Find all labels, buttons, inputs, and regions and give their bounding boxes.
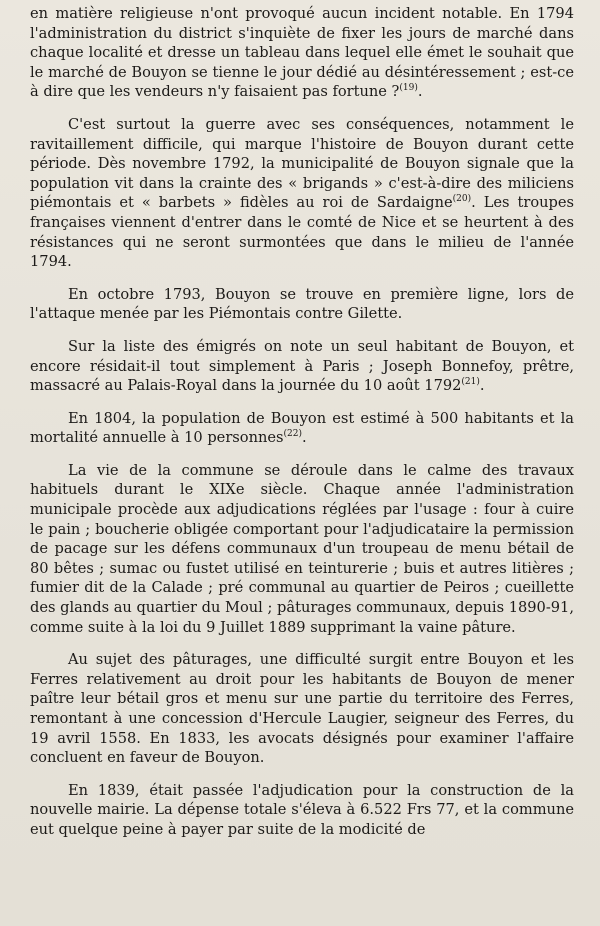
footnote-ref-19: (19)	[399, 83, 418, 94]
footnote-ref-22: (22)	[283, 429, 302, 440]
paragraph-4: Sur la liste des émigrés on note un seul habitant de Bouyon, et encore résidait-il tout simplement à Paris ; Joseph Bonnefoy, prêtre, massacré au Palais-Royal dans la journée du 10 août 1792$^{(21)}$.	[30, 337, 574, 395]
paragraph-5: En 1804, la population de Bouyon est estimé à 500 habitants et la mortalité annuelle à 10 personnes$^{(22)}$.	[30, 409, 574, 447]
paragraph-3: En octobre 1793, Bouyon se trouve en première ligne, lors de l'attaque menée par les Piémontais contre Gilette.	[30, 285, 574, 323]
footnote-ref-21: (21)	[461, 377, 480, 388]
paragraph-1: en matière religieuse n'ont provoqué aucun incident notable. En 1794 l'administration du district s'inquiète de fixer les jours de marché dans chaque localité et dresse un tableau dans lequel elle émet le souhait que le marché de Bouyon se tienne le jour dédié au désintéressement ; est-ce à dire que les vendeurs n'y faisaient pas fortune ?$^{(19)}$.	[30, 5, 574, 101]
paragraph-8: En 1839, était passée l'adjudication pour la construction de la nouvelle mairie. La dépense totale s'éleva à 6.522 Frs 77, et la commune eut quelque peine à payer par suite de la modicité de	[30, 781, 574, 838]
paragraph-7: Au sujet des pâturages, une difficulté surgit entre Bouyon et les Ferres relativement au droit pour les habitants de Bouyon de mener paître leur bétail gros et menu sur une partie du territoire des Ferres, remontant à une concession d'Hercule Laugier, seigneur des Ferres, du 19 avril 1558. En 1833, les avocats désignés pour examiner l'affaire concluent en faveur de Bouyon.	[30, 651, 574, 767]
paragraph-2: C'est surtout la guerre avec ses conséquences, notamment le ravitaillement difficile, qui marque l'histoire de Bouyon durant cette période. Dès novembre 1792, la municipalité de Bouyon signale que la population vit dans la crainte des « brigands » c'est-à-dire des miliciens piémontais et « barbets » fidèles au roi de Sardaigne$^{(20)}$. Les troupes françaises viennent d'entrer dans le comté de Nice et se heurtent à des résistances qui ne seront surmontées que dans le milieu de l'année 1794.	[30, 115, 574, 271]
footnote-ref-20: (20)	[452, 194, 472, 205]
paragraph-6: La vie de la commune se déroule dans le calme des travaux habituels durant le XIXe siècle. Chaque année l'administration municipale procède aux adjudications réglées par l'usage : four à cuire le pain ; boucherie obligée comportant pour l'adjudicataire la permission de pacage sur les défens communaux d'un troupeau de menu bétail de 80 bêtes ; sumac ou fustet utilisé en teinturerie ; buis et autres litières ; fumier dit de la Calade ; pré communal au quartier de Peiros ; cueillette des glands au quartier du Moul ; pâturages communaux, depuis 1890-91, comme suite à la loi du 9 Juillet 1889 supprimant la vaine pâture.	[30, 461, 574, 636]
